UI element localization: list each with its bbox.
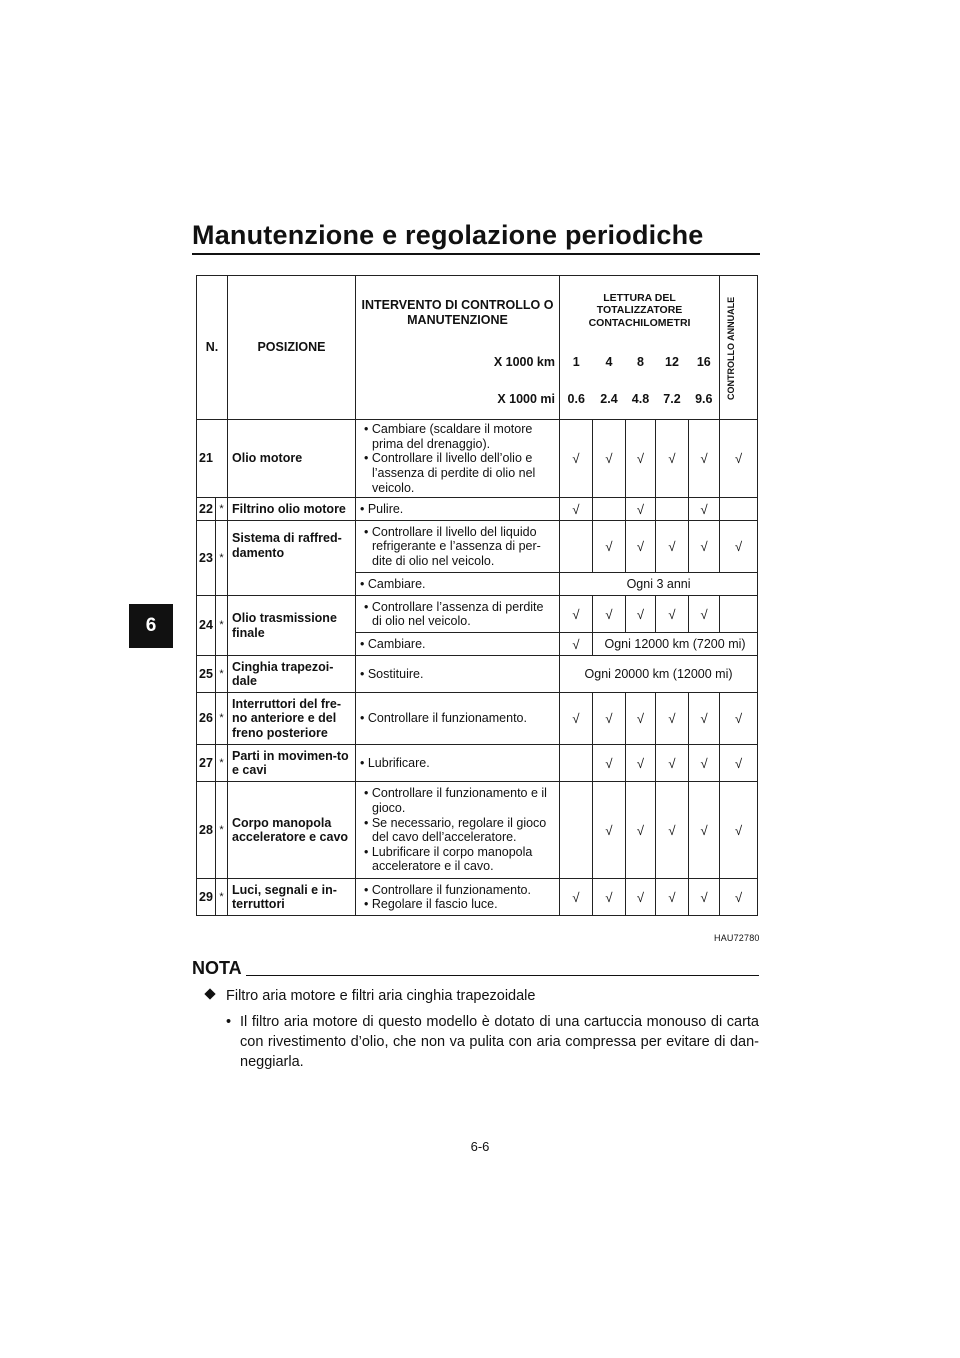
empty-cell (560, 521, 593, 573)
check-mark: √ (689, 782, 720, 879)
nota-item (206, 988, 535, 1004)
interval-text: Ogni 3 anni (560, 573, 758, 596)
check-mark: √ (560, 633, 593, 656)
check-mark: √ (689, 521, 720, 573)
task-line: • Controllare il livello del liquido refrigerante e l’assenza di per-dite di olio nel veicolo. (364, 524, 541, 568)
check-mark: √ (720, 420, 758, 498)
star-mark: * (216, 498, 228, 521)
empty-cell (560, 782, 593, 879)
check-mark: √ (720, 879, 758, 916)
check-mark: √ (593, 693, 626, 745)
nota-item-text: Filtro aria motore e filtri aria cinghia trapezoidale (226, 988, 536, 1004)
check-mark: √ (593, 745, 626, 782)
page-title: Manutenzione e regolazione periodiche (192, 220, 704, 250)
nota-heading: NOTA (192, 958, 242, 978)
row-position: Cinghia trapezoi-dale (228, 656, 356, 693)
table-row (197, 656, 758, 693)
row-position: Parti in movimen-to e cavi (228, 745, 356, 782)
check-mark: √ (626, 879, 656, 916)
km-8: 8 (637, 355, 644, 370)
check-mark: √ (720, 693, 758, 745)
row-task: • Cambiare. (356, 573, 560, 596)
star-mark: * (216, 596, 228, 656)
col-header-position: POSIZIONE (228, 276, 356, 420)
check-mark: √ (656, 521, 689, 573)
task-line: • Regolare il fascio luce. (364, 897, 498, 912)
row-position: Olio motore (228, 420, 356, 498)
mi-4-8: 4.8 (626, 380, 656, 420)
page-number: 6-6 (470, 1139, 490, 1154)
row-task: • Controllare il funzionamento. (356, 693, 560, 745)
check-mark: √ (689, 879, 720, 916)
star-mark: * (216, 782, 228, 879)
km-label: X 1000 km (356, 346, 560, 380)
check-mark: √ (689, 420, 720, 498)
star-mark: * (216, 656, 228, 693)
table-row (197, 498, 758, 521)
km-12: 12 (665, 355, 679, 370)
check-mark: √ (689, 693, 720, 745)
check-mark: √ (626, 745, 656, 782)
nota-sub-item (226, 1012, 759, 1072)
row-position: Interruttori del fre-no anteriore e del freno posteriore (228, 693, 356, 745)
check-mark: √ (656, 745, 689, 782)
empty-cell (720, 498, 758, 521)
check-mark: √ (720, 782, 758, 879)
nota-sub-text: Il filtro aria motore di questo modello è dotato di una cartuccia monouso di carta con rivestimento d’olio, che non va pulita con aria compressa per evitare di dan-neggiarla. (240, 1014, 759, 1070)
check-mark: √ (626, 498, 656, 521)
row-number: 26 (197, 693, 216, 745)
row-number: 29 (197, 879, 216, 916)
check-mark: √ (626, 782, 656, 879)
task-line: • Controllare il funzionamento e il gioco. (364, 786, 547, 815)
task-line: • Lubrificare il corpo manopola acceleratore e il cavo. (364, 844, 533, 874)
col-header-reading: LETTURA DEL TOTALIZZATORE CONTACHILOMETRI (560, 276, 720, 346)
row-number: 23 (197, 521, 216, 596)
row-task (356, 782, 560, 879)
row-number: 22 (197, 498, 216, 521)
check-mark: √ (593, 782, 626, 879)
check-mark: √ (626, 693, 656, 745)
check-mark: √ (626, 521, 656, 573)
km-4: 4 (605, 355, 613, 370)
check-mark: √ (689, 498, 720, 521)
check-mark: √ (720, 521, 758, 573)
check-mark: √ (656, 879, 689, 916)
check-mark: √ (720, 745, 758, 782)
mi-2-4: 2.4 (593, 380, 626, 420)
check-mark: √ (560, 879, 593, 916)
check-mark: √ (656, 782, 689, 879)
interval-text: Ogni 12000 km (7200 mi) (593, 633, 758, 656)
check-mark: √ (560, 596, 593, 633)
mi-7-2: 7.2 (656, 380, 689, 420)
check-mark: √ (560, 420, 593, 498)
nota-rule (246, 975, 759, 976)
row-position: Sistema di raffred-damento (228, 521, 356, 596)
empty-cell (720, 596, 758, 633)
task-line: • Controllare l’assenza di perdite di olio nel veicolo. (364, 599, 544, 629)
row-position: Corpo manopola acceleratore e cavo (228, 782, 356, 879)
diamond-bullet-icon (204, 988, 215, 999)
check-mark: √ (593, 879, 626, 916)
row-number: 25 (197, 656, 216, 693)
row-task: • Sostituire. (356, 656, 560, 693)
row-position: Olio trasmissione finale (228, 596, 356, 656)
mi-0-6: 0.6 (560, 380, 593, 420)
check-mark: √ (560, 498, 593, 521)
km-16: 16 (689, 346, 720, 380)
mi-9-6: 9.6 (689, 380, 720, 420)
empty-cell (656, 498, 689, 521)
check-mark: √ (656, 693, 689, 745)
col-header-task: INTERVENTO DI CONTROLLO O MANUTENZIONE (356, 276, 560, 346)
task-line: • Se necessario, regolare il gioco del cavo dell’acceleratore. (364, 815, 547, 845)
row-task (356, 596, 560, 633)
empty-cell (560, 745, 593, 782)
row-task: • Cambiare. (356, 633, 560, 656)
maintenance-table (196, 275, 758, 916)
row-number: 27 (197, 745, 216, 782)
check-mark: √ (656, 596, 689, 633)
table-row (197, 693, 758, 745)
check-mark: √ (560, 693, 593, 745)
title-rule (192, 253, 760, 255)
row-number: 28 (197, 782, 216, 879)
check-mark: √ (626, 420, 656, 498)
star-mark: * (216, 693, 228, 745)
table-row (197, 596, 758, 633)
task-line: • Controllare il funzionamento. (364, 882, 531, 897)
bullet-icon: • (226, 1014, 232, 1030)
check-mark: √ (689, 596, 720, 633)
row-task (356, 521, 560, 573)
row-number: 21 (197, 420, 228, 498)
row-task: • Pulire. (356, 498, 560, 521)
doc-code: HAU72780 (714, 933, 760, 943)
star-mark: * (216, 879, 228, 916)
star-mark: * (216, 521, 228, 596)
row-position: Luci, segnali e in-terruttori (228, 879, 356, 916)
check-mark: √ (626, 596, 656, 633)
interval-text: Ogni 20000 km (12000 mi) (560, 656, 758, 693)
row-task (356, 879, 560, 916)
check-mark: √ (593, 521, 626, 573)
empty-cell (593, 498, 626, 521)
mi-label: X 1000 mi (356, 380, 560, 420)
row-position: Filtrino olio motore (228, 498, 356, 521)
task-line: • Cambiare (scaldare il motore prima del drenaggio). (364, 422, 533, 451)
chapter-tab: 6 (129, 604, 173, 648)
check-mark: √ (593, 596, 626, 633)
col-header-num: N. (197, 276, 228, 420)
table-row (197, 782, 758, 879)
annual-label: CONTROLLO ANNUALE (725, 295, 736, 400)
km-1: 1 (572, 355, 580, 370)
check-mark: √ (656, 420, 689, 498)
row-task: • Lubrificare. (356, 745, 560, 782)
task-line: • Controllare il livello dell’olio e l’assenza di perdite di olio nel veicolo. (364, 451, 536, 495)
table-row (197, 745, 758, 782)
row-number: 24 (197, 596, 216, 656)
table-row (197, 521, 758, 573)
row-task (356, 420, 560, 498)
table-row (197, 879, 758, 916)
check-mark: √ (689, 745, 720, 782)
table-row (197, 420, 758, 498)
col-header-annual (720, 276, 758, 420)
star-mark: * (216, 745, 228, 782)
check-mark: √ (593, 420, 626, 498)
